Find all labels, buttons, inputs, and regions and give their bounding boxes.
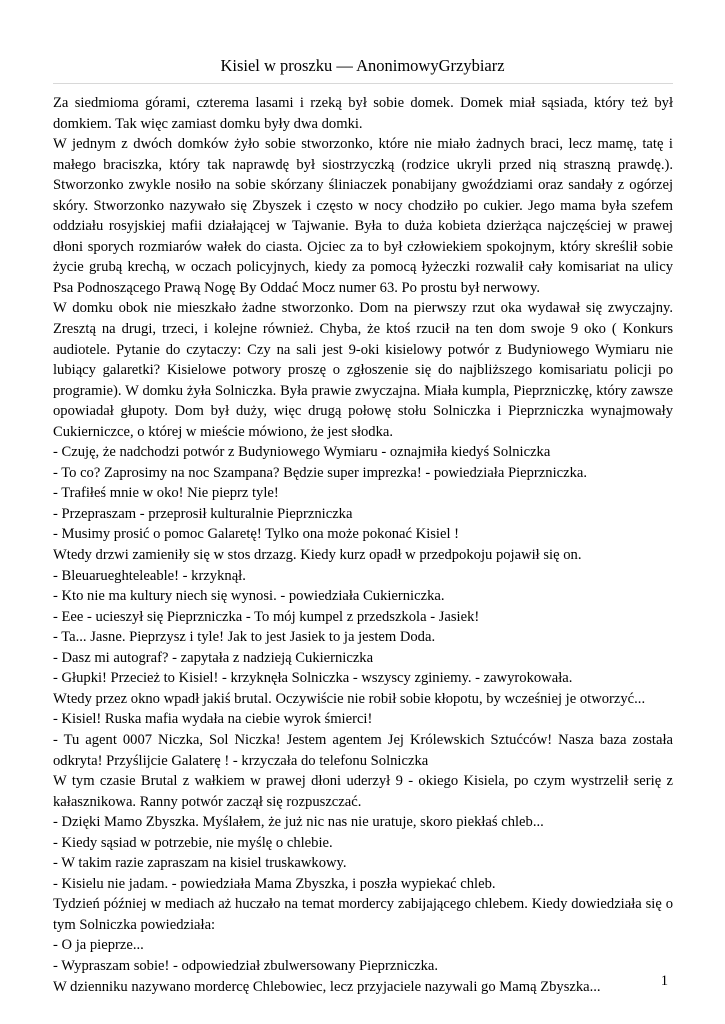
dialogue-line: - Kisielu nie jadam. - powiedziała Mama Zbyszka, i poszła wypiekać chleb. [53, 875, 496, 892]
dialogue-line: - Kiedy sąsiad w potrzebie, nie myślę o chlebie. [53, 834, 333, 851]
dialogue-line: - O ja pieprze... [53, 937, 144, 954]
dialogue-line: - Dasz mi autograf? - zapytała z nadzieją Cukierniczka [53, 649, 374, 666]
dialogue-line: - To co? Zaprosimy na noc Szampana? Będzie super imprezka! - powiedziała Pieprzniczka. [53, 464, 587, 481]
dialogue-line: - Głupki! Przecież to Kisiel! - krzyknęła Solniczka - wszyscy zginiemy. - zawyrokowała. [53, 670, 573, 687]
dialogue-line: - Kisiel! Ruska mafia wydała na ciebie wyrok śmierci! [53, 711, 373, 728]
dialogue-line: - Przepraszam - przeprosił kulturalnie Pieprzniczka [53, 505, 353, 522]
paragraph: Wtedy drzwi zamieniły się w stos drzazg. Kiedy kurz opadł w przedpokoju pojawił się on. [53, 547, 582, 564]
dialogue-line: - W takim razie zapraszam na kisiel truskawkowy. [53, 855, 347, 872]
dialogue-line: - Tu agent 0007 Niczka, Sol Niczka! Jestem agentem Jej Królewskich Sztućców! Nasza baza została odkryta! Przyślijcie Galaterę ! - krzyczała do telefonu Solniczka [53, 731, 673, 769]
dialogue-line: - Trafiłeś mnie w oko! Nie pieprz tyle! [53, 485, 279, 502]
dialogue-line: - Czuję, że nadchodzi potwór z Budyniowego Wymiaru - oznajmiła kiedyś Solniczka [53, 444, 551, 461]
dialogue-line: - Kto nie ma kultury niech się wynosi. - powiedziała Cukierniczka. [53, 588, 445, 605]
document-title: Kisiel w proszku — AnonimowyGrzybiarz [220, 56, 505, 75]
page-number: 1 [660, 973, 668, 989]
dialogue-line: - Bleuarueghteleable! - krzyknął. [53, 567, 246, 584]
paragraph: Wtedy przez okno wpadł jakiś brutal. Oczywiście nie robił sobie kłopotu, by wcześniej je otworzyć... [53, 690, 646, 707]
paragraph: Za siedmioma górami, czterema lasami i rzeką był sobie domek. Domek miał sąsiada, który też był domkiem. Tak więc zamiast domku były dwa domki. [53, 95, 673, 132]
paragraph: W domku obok nie mieszkało żadne stworzonko. Dom na pierwszy rzut oka wydawał się zwyczajny. Zresztą na drugi, trzeci, i kolejne również. Chyba, że ktoś rzucił na ten dom swoje 9 oko ( Konkurs audiotele. Pytanie do czytaczy: Czy na sali jest 9-oki kisielowy potwór z Budyniowego Wymiaru nie lubiący galaretki? Kisielowe potwory proszę o zgłoszenie się do najbliższego komisariatu policji po programie). W domku żyła Solniczka. Była prawie zwyczajna. Miała kumpla, Pieprzniczkę, który zawsze opowiadał głupoty. Dom był duży, więc drugą połowę stołu Solniczka i Pieprzniczka wynajmowały Cukierniczce, o której w mieście mówiono, że jest słodka. [53, 300, 673, 440]
paragraph: Tydzień później w mediach aż huczało na temat mordercy zabijającego chlebem. Kiedy dowiedziała się o tym Solniczka powiedziała: [53, 896, 673, 933]
dialogue-line: - Wypraszam sobie! - odpowiedział zbulwersowany Pieprzniczka. [53, 957, 439, 974]
paragraph: W dzienniku nazywano mordercę Chlebowiec, lecz przyjaciele nazywali go Mamą Zbyszka... [53, 978, 601, 995]
document-body [53, 93, 673, 997]
dialogue-line: - Ta... Jasne. Pieprzysz i tyle! Jak to jest Jasiek to ja jestem Doda. [53, 629, 436, 646]
dialogue-line: - Musimy prosić o pomoc Galaretę! Tylko ona może pokonać Kisiel ! [53, 526, 460, 543]
dialogue-line: - Dzięki Mamo Zbyszka. Myślałem, że już nic nas nie uratuje, skoro piekłaś chleb... [53, 814, 544, 831]
paragraph: W jednym z dwóch domków żyło sobie stworzonko, które nie miało żadnych braci, lecz mamę, tatę i małego braciszka, który tak naprawdę był siostrzyczką (rodzice ukryli przed nią straszną prawdę.). Stworzonko zwykle nosiło na sobie skórzany śliniaczek ponabijany gwoździami oraz sandały z ogórzej skóry. Stworzonko nazywało się Zbyszek i często w nocy chodziło po cukier. Jego mama była szefem oddziału rosyjskiej mafii działającej w Tajwanie. Była to duża kobieta dzierżąca najczęściej w prawej dłoni sporych rozmiarów wałek do ciasta. Ojciec za to był człowiekiem spokojnym, który skreślił sobie życie grubą krechą, w oczach policyjnych, kiedy za pomocą łyżeczki rozwalił cały komisariat na ulicy Psa Podnoszącego Prawą Nogę By Oddać Mocz numer 63. Po prostu był nerwowy. [53, 136, 673, 296]
title-divider [53, 83, 673, 84]
paragraph: W tym czasie Brutal z wałkiem w prawej dłoni uderzył 9 - okiego Kisiela, po czym wystrzelił serię z kałasznikowa. Ranny potwór zaczął się rozpuszczać. [53, 773, 673, 810]
dialogue-line: - Eee - ucieszył się Pieprzniczka - To mój kumpel z przedszkola - Jasiek! [53, 608, 480, 625]
